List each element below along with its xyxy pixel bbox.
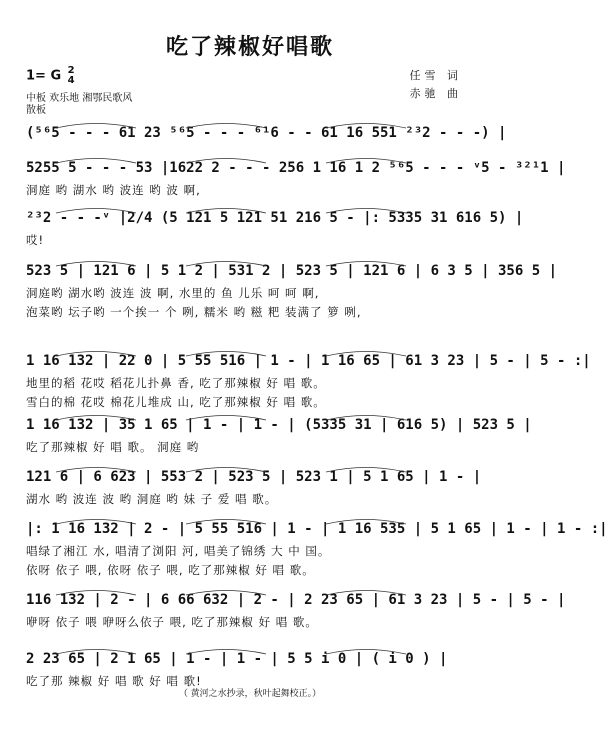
lyric-line: 地里的稻 花哎 稻花儿扑鼻 香, 吃了那辣椒 好 唱 歌。 [26,376,326,390]
numbered-notation: 523 5 | 121 6 | 5 1 2 | 531 2 | 523 5 | 121 6 | 6 3 5 | 356 5 | [26,263,558,279]
lyric-line: 湖水 哟 波连 波 哟 洞庭 哟 妹 子 爱 唱 歌。 [26,492,278,506]
lyric-line: 咿呀 依子 喂 咿呀么依子 喂, 吃了那辣椒 好 唱 歌。 [26,615,318,629]
tempo-marking: 中板 欢乐地 湘鄂民歌风 [26,93,133,104]
key-label: 1= G [26,68,62,84]
staff-line-3 [26,210,524,228]
staff-line-9 [26,592,566,610]
meter-top: 2 [67,65,75,76]
numbered-notation: 116 132 | 2 - | 6 66 632 | 2 - | 2 23 65 | 61 3 23 | 5 - | 5 - | [26,592,566,608]
lyric-line: 吃了那 辣椒 好 唱 歌 好 唱 歌! [26,674,202,688]
lyric-line: 依呀 依子 喂, 依呀 依子 喂, 吃了那辣椒 好 唱 歌。 [26,563,315,577]
staff-line-1 [26,125,507,143]
staff-line-8 [26,521,608,539]
numbered-notation: 121 6 | 6 623 | 553 2 | 523 5 | 523 1 | 5 1 65 | 1 - | [26,469,482,485]
lyric-line: 唱绿了湘江 水, 唱清了浏阳 河, 唱美了锦绣 大 中 国。 [26,544,331,558]
composer-credit: 赤驰 曲 [409,87,462,100]
song-title: 吃了辣椒好唱歌 [165,35,334,60]
staff-line-2 [26,160,566,178]
numbered-notation: (⁵⁶5 - - - 61 23 ⁵⁶5 - - - ⁶¹6 - - 61 16 551 ²³2 - - -) | [26,125,507,141]
transcription-note: （ 黄河之水抄录，秋叶起舞校正。） [178,689,322,699]
lyric-line: 雪白的棉 花哎 棉花儿堆成 山, 吃了那辣椒 好 唱 歌。 [26,395,326,409]
staff-line-10 [26,651,478,669]
numbered-notation: ²³2 - - -ᵛ |2/4 (5 121 5 121 51 216 5 - |: 5335 31 616 5) | [26,210,524,226]
numbered-notation: 5255 5 - - - 53 |1622 2 - - - 256 1 16 1 2 ⁵⁶5 - - - ᵛ5 - ³²¹1 | [26,160,566,176]
staff-line-4 [26,263,558,281]
lyric-line: 泡菜哟 坛子哟 一个挨一 个 咧, 糯米 哟 糍 粑 装满了 箩 咧, [26,305,362,319]
lyric-line: 洞庭哟 湖水哟 波连 波 啊, 水里的 鱼 儿乐 呵 呵 啊, [26,286,320,300]
time-signature [68,66,75,86]
lyric-line: 吃了那辣椒 好 唱 歌。 洞庭 哟 [26,440,200,454]
tempo-marking-2: 散板 [26,105,46,116]
numbered-notation: 1 16 132 | 22 0 | 5 55 516 | 1 - | 1 16 65 | 61 3 23 | 5 - | 5 - :| [26,353,591,369]
numbered-notation: |: 1 16 132 | 2 - | 5 55 516 | 1 - | 1 16 535 | 5 1 65 | 1 - | 1 - :| [26,521,608,537]
key-signature [26,66,75,86]
lyric-line: 哎! [26,233,45,247]
numbered-notation: 2 23 65 | 2 1 65 | 1 - | 1 - | 5 5 i 0 | ( i 0 ) | [26,651,448,667]
lyricist-credit: 任雪 词 [409,69,462,82]
numbered-notation: 1 16 132 | 35 1 65 | 1 - | 1 - | (5335 31 | 616 5) | 523 5 | [26,417,532,433]
staff-line-5 [26,353,591,371]
meter-bottom: 4 [67,75,75,86]
staff-line-6 [26,417,532,435]
staff-line-7 [26,469,482,487]
lyric-line: 洞庭 哟 湖水 哟 波连 哟 波 啊, [26,183,201,197]
